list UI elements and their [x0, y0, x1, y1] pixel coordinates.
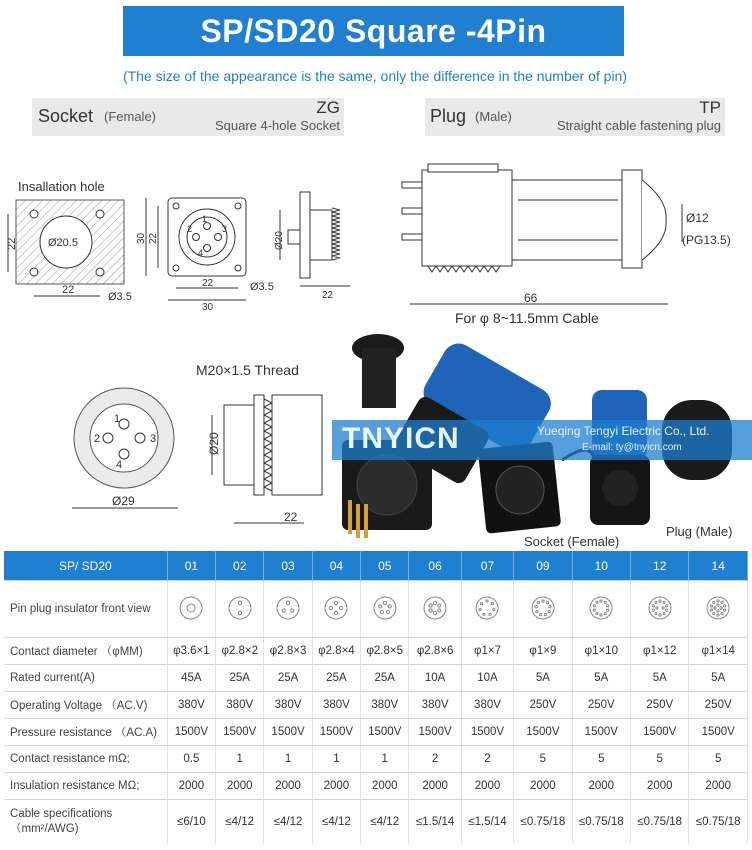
table-row [4, 800, 748, 845]
table-cell: 250V [514, 692, 572, 719]
pin-hole [655, 612, 657, 614]
pin-hole [604, 601, 606, 603]
pin-hole [493, 608, 495, 610]
thread-dim-phi20: Ø20 [207, 432, 221, 455]
pin-hole [717, 613, 719, 615]
table-cell: 5 [514, 746, 572, 773]
socket-dim-phi3-5: Ø3.5 [250, 281, 274, 293]
cable-note: For φ 8~11.5mm Cable [455, 310, 599, 326]
pin-hole [286, 601, 289, 604]
pin-hole [536, 610, 538, 612]
table-cell: 5 [689, 746, 748, 773]
pin-hole [429, 603, 432, 606]
thread-dim-22: 22 [284, 510, 298, 524]
pin-hole [594, 609, 596, 611]
pin-hole [720, 606, 722, 608]
pin-hole [535, 605, 537, 607]
pin-face-icon [514, 581, 572, 638]
table-cell: 380V [264, 692, 312, 719]
socket-code: ZG [316, 98, 340, 117]
row-label: Pin plug insulator front view [4, 581, 167, 638]
pin-hole [656, 606, 658, 608]
pin-face-svg [705, 595, 731, 621]
pin-hole [480, 608, 482, 610]
pin-face-icon [409, 581, 461, 638]
pin-hole [438, 603, 441, 606]
pin-face-icon [312, 581, 360, 638]
plug-side-drawing [398, 160, 750, 330]
pin-hole [544, 613, 546, 615]
watermark-logo: TNYICN [342, 422, 460, 455]
install-dim-phi3-5: Ø3.5 [108, 291, 132, 303]
pin-hole [714, 606, 716, 608]
table-cell: 1500V [572, 719, 630, 746]
pin-face-svg [530, 595, 556, 621]
table-row [4, 638, 748, 665]
table-cell: 1500V [631, 719, 689, 746]
table-cell: ≤4/12 [264, 800, 312, 845]
pin-face-icon [264, 581, 312, 638]
pin-hole [662, 606, 664, 608]
col-header: 07 [461, 551, 513, 581]
table-cell: 250V [631, 692, 689, 719]
pin-face-svg [275, 595, 301, 621]
pin-hole [481, 602, 483, 604]
table-cell: 5 [572, 746, 630, 773]
table-cell: 1500V [167, 719, 215, 746]
pin-hole [724, 604, 726, 606]
col-header: 06 [409, 551, 461, 581]
table-cell: 25A [264, 665, 312, 692]
col-header: 01 [167, 551, 215, 581]
face-pin-1: 1 [114, 413, 121, 425]
table-cell: φ1×7 [461, 638, 513, 665]
pin-hole [663, 612, 665, 614]
company-email: E-mail: ty@tnyicn.com [582, 442, 682, 453]
table-cell: 2000 [631, 773, 689, 800]
socket-front-drawing [136, 192, 275, 313]
side-dim-22: 22 [322, 290, 334, 301]
socket-side-drawing [270, 190, 370, 305]
table-cell: φ1×12 [631, 638, 689, 665]
plug-dim-pg: (PG13.5) [682, 233, 731, 247]
table-cell: 2000 [409, 773, 461, 800]
table-cell: 250V [689, 692, 748, 719]
table-cell: φ3.6×1 [167, 638, 215, 665]
pin-hole [546, 601, 548, 603]
pin-hole [291, 608, 294, 611]
product-photo [332, 320, 752, 555]
pin-hole [665, 604, 667, 606]
plug-dim-66: 66 [524, 291, 538, 305]
table-cell: φ2.8×3 [264, 638, 312, 665]
pin-hole [548, 610, 550, 612]
pin-hole [238, 611, 241, 614]
socket-pin-3: 3 [222, 224, 228, 234]
face-pin-3: 3 [150, 433, 157, 445]
table-cell: φ2.8×5 [361, 638, 409, 665]
plug-type: (Male) [475, 109, 512, 124]
pin-hole [721, 601, 723, 603]
table-cell: 2 [461, 746, 513, 773]
table-cell: ≤0.75/18 [631, 800, 689, 845]
install-hole-label: Insallation hole [18, 179, 105, 194]
pin-hole [340, 606, 343, 609]
pin-hole [652, 604, 654, 606]
pin-hole [717, 603, 719, 605]
pin-face-icon [572, 581, 630, 638]
pin-hole [486, 599, 488, 601]
pin-hole [492, 602, 494, 604]
pin-hole [386, 610, 389, 613]
row-label: Pressure resistance （AC.A) [4, 719, 167, 746]
table-cell: 1500V [264, 719, 312, 746]
table-cell: 5A [514, 665, 572, 692]
table-cell: 5A [631, 665, 689, 692]
pin-hole [659, 613, 661, 615]
table-cell: 45A [167, 665, 215, 692]
table-cell: 5 [631, 746, 689, 773]
pin-face-icon [689, 581, 748, 638]
socket-face-drawing [64, 380, 194, 520]
pin-hole [594, 604, 596, 606]
table-cell: 2000 [689, 773, 748, 800]
pin-hole [383, 601, 386, 604]
pin-hole [380, 610, 383, 613]
table-header-row [4, 551, 748, 581]
table-cell: 10A [461, 665, 513, 692]
table-row [4, 665, 748, 692]
socket-pin-4: 4 [198, 248, 204, 258]
pin-hole [665, 609, 667, 611]
pin-hole [724, 609, 726, 611]
table-cell: 1 [312, 746, 360, 773]
pin-hole [542, 599, 544, 601]
thread-label: M20×1.5 Thread [196, 362, 299, 378]
pin-hole [330, 606, 333, 609]
table-cell: 10A [409, 665, 461, 692]
pin-hole [483, 613, 485, 615]
insulator-view-row [4, 581, 748, 638]
plug-name: Plug [430, 106, 467, 126]
table-cell: 380V [361, 692, 409, 719]
pin-hole [378, 604, 381, 607]
pin-hole [434, 601, 437, 604]
table-cell: 1 [361, 746, 409, 773]
table-cell: ≤6/10 [167, 800, 215, 845]
table-cell: 25A [361, 665, 409, 692]
row-label: Contact resistance mΩ; [4, 746, 167, 773]
socket-caption: Socket (Female) [524, 534, 620, 549]
socket-dim-22-h: 22 [202, 278, 214, 289]
table-cell: ≤0.75/18 [689, 800, 748, 845]
plug-dim-phi12: Ø12 [686, 211, 709, 225]
pin-hole [187, 604, 195, 612]
table-cell: 2000 [264, 773, 312, 800]
pin-hole [710, 604, 712, 606]
pin-face-icon [361, 581, 409, 638]
pin-hole [600, 613, 602, 615]
thread-side-drawing [204, 385, 344, 535]
table-cell: ≤0.75/18 [572, 800, 630, 845]
pin-hole [434, 611, 437, 614]
socket-type: (Female) [104, 109, 157, 124]
pin-hole [596, 601, 598, 603]
table-row [4, 692, 748, 719]
pin-face-svg [227, 595, 253, 621]
table-header-label: SP/ SD20 [4, 551, 167, 581]
table-cell: 380V [216, 692, 264, 719]
pin-face-svg [422, 595, 448, 621]
plug-code: TP [699, 98, 721, 117]
table-cell: 1 [216, 746, 264, 773]
socket-name: Socket [38, 106, 94, 126]
plug-desc: Straight cable fastening plug [556, 118, 721, 133]
pin-hole [713, 612, 715, 614]
pin-hole [713, 601, 715, 603]
pin-hole [438, 608, 441, 611]
page-title: SP/SD20 Square -4Pin [123, 6, 624, 56]
table-row [4, 773, 748, 800]
table-cell: 2000 [216, 773, 264, 800]
socket-desc: Square 4-hole Socket [214, 118, 340, 133]
pin-face-svg [178, 595, 204, 621]
table-cell: ≤4/12 [312, 800, 360, 845]
table-cell: 25A [216, 665, 264, 692]
table-cell: 2000 [312, 773, 360, 800]
table-cell: 5A [572, 665, 630, 692]
col-header: 03 [264, 551, 312, 581]
table-cell: 0.5 [167, 746, 215, 773]
install-dim-phi20-5: Ø20.5 [48, 237, 78, 249]
company-name: Yueqing Tengyi Electric Co., Ltd. [537, 424, 710, 438]
pin-hole [489, 613, 491, 615]
col-header: 12 [631, 551, 689, 581]
pin-face-icon [167, 581, 215, 638]
table-cell: 2000 [167, 773, 215, 800]
table-cell: φ1×9 [514, 638, 572, 665]
pin-face-svg [647, 595, 673, 621]
pin-hole [335, 601, 338, 604]
face-dim-phi29: Ø29 [112, 494, 135, 508]
pin-face-icon [461, 581, 513, 638]
table-cell: 1 [264, 746, 312, 773]
pin-face-svg [323, 595, 349, 621]
socket-dim-30-v: 30 [136, 232, 147, 244]
table-cell: 1500V [689, 719, 748, 746]
table-cell: 380V [461, 692, 513, 719]
table-row [4, 746, 748, 773]
pin-hole [607, 609, 609, 611]
pin-hole [710, 609, 712, 611]
pin-hole [717, 599, 719, 601]
pin-hole [607, 604, 609, 606]
socket-pin-1: 1 [202, 214, 208, 224]
table-cell: 25A [312, 665, 360, 692]
pin-hole [539, 613, 541, 615]
pin-hole [663, 601, 665, 603]
table-cell: φ1×10 [572, 638, 630, 665]
table-cell: φ2.8×4 [312, 638, 360, 665]
install-dim-22-h: 22 [62, 284, 75, 296]
pin-hole [429, 608, 432, 611]
page-subtitle: (The size of the appearance is the same, only the difference in the number of pin) [122, 68, 628, 84]
row-label: Insulation resistance MΩ; [4, 773, 167, 800]
table-cell: 380V [409, 692, 461, 719]
table-cell: ≤0.75/18 [514, 800, 572, 845]
pin-hole [537, 601, 539, 603]
table-cell: 1500V [361, 719, 409, 746]
col-header: 05 [361, 551, 409, 581]
side-dim-phi20: Ø20 [274, 231, 285, 250]
pin-face-svg [372, 595, 398, 621]
socket-dim-30-h: 30 [202, 302, 214, 313]
table-cell: 2000 [361, 773, 409, 800]
plug-label-box [425, 98, 725, 136]
row-label: Cable specifications（mm²/AWG) [4, 800, 167, 845]
row-label: Contact diameter （φMM) [4, 638, 167, 665]
pin-hole [596, 612, 598, 614]
col-header: 02 [216, 551, 264, 581]
table-cell: ≤1.5/14 [461, 800, 513, 845]
pin-hole [659, 599, 661, 601]
table-cell: 5A [689, 665, 748, 692]
col-header: 10 [572, 551, 630, 581]
pin-hole [388, 604, 391, 607]
pin-face-icon [631, 581, 689, 638]
col-header: 04 [312, 551, 360, 581]
face-pin-2: 2 [94, 433, 101, 445]
spec-table [4, 551, 748, 844]
pin-hole [655, 601, 657, 603]
table-cell: 380V [312, 692, 360, 719]
table-cell: ≤4/12 [361, 800, 409, 845]
pin-hole [717, 609, 719, 611]
table-cell: 1500V [409, 719, 461, 746]
row-label: Rated current(A) [4, 665, 167, 692]
table-cell: 1500V [514, 719, 572, 746]
pin-hole [282, 608, 285, 611]
table-cell: 2000 [572, 773, 630, 800]
table-cell: φ2.8×6 [409, 638, 461, 665]
table-cell: 2 [409, 746, 461, 773]
table-cell: 250V [572, 692, 630, 719]
table-cell: 1500V [461, 719, 513, 746]
table-row [4, 719, 748, 746]
pin-face-svg [474, 595, 500, 621]
pin-hole [652, 609, 654, 611]
pin-hole [721, 612, 723, 614]
installation-hole-drawing [4, 196, 134, 308]
table-cell: φ2.8×2 [216, 638, 264, 665]
socket-dim-22-v: 22 [148, 232, 159, 244]
pin-hole [600, 599, 602, 601]
table-cell: 380V [167, 692, 215, 719]
plug-caption: Plug (Male) [666, 524, 733, 539]
table-cell: 2000 [514, 773, 572, 800]
col-header: 14 [689, 551, 748, 581]
table-cell: φ1×14 [689, 638, 748, 665]
pin-hole [238, 601, 241, 604]
pin-face-svg [588, 595, 614, 621]
pin-hole [335, 611, 338, 614]
row-label: Operating Voltage （AC.V) [4, 692, 167, 719]
table-cell: ≤1.5/14 [409, 800, 461, 845]
socket-pin-2: 2 [187, 224, 193, 234]
socket-label-box [32, 98, 344, 136]
col-header: 09 [514, 551, 572, 581]
face-pin-4: 4 [116, 459, 123, 471]
pin-hole [604, 612, 606, 614]
table-cell: ≤4/12 [216, 800, 264, 845]
table-cell: 1500V [312, 719, 360, 746]
install-dim-22-v: 22 [6, 237, 18, 250]
table-cell: 1500V [216, 719, 264, 746]
pin-face-icon [216, 581, 264, 638]
pin-hole [549, 605, 551, 607]
table-cell: 2000 [461, 773, 513, 800]
